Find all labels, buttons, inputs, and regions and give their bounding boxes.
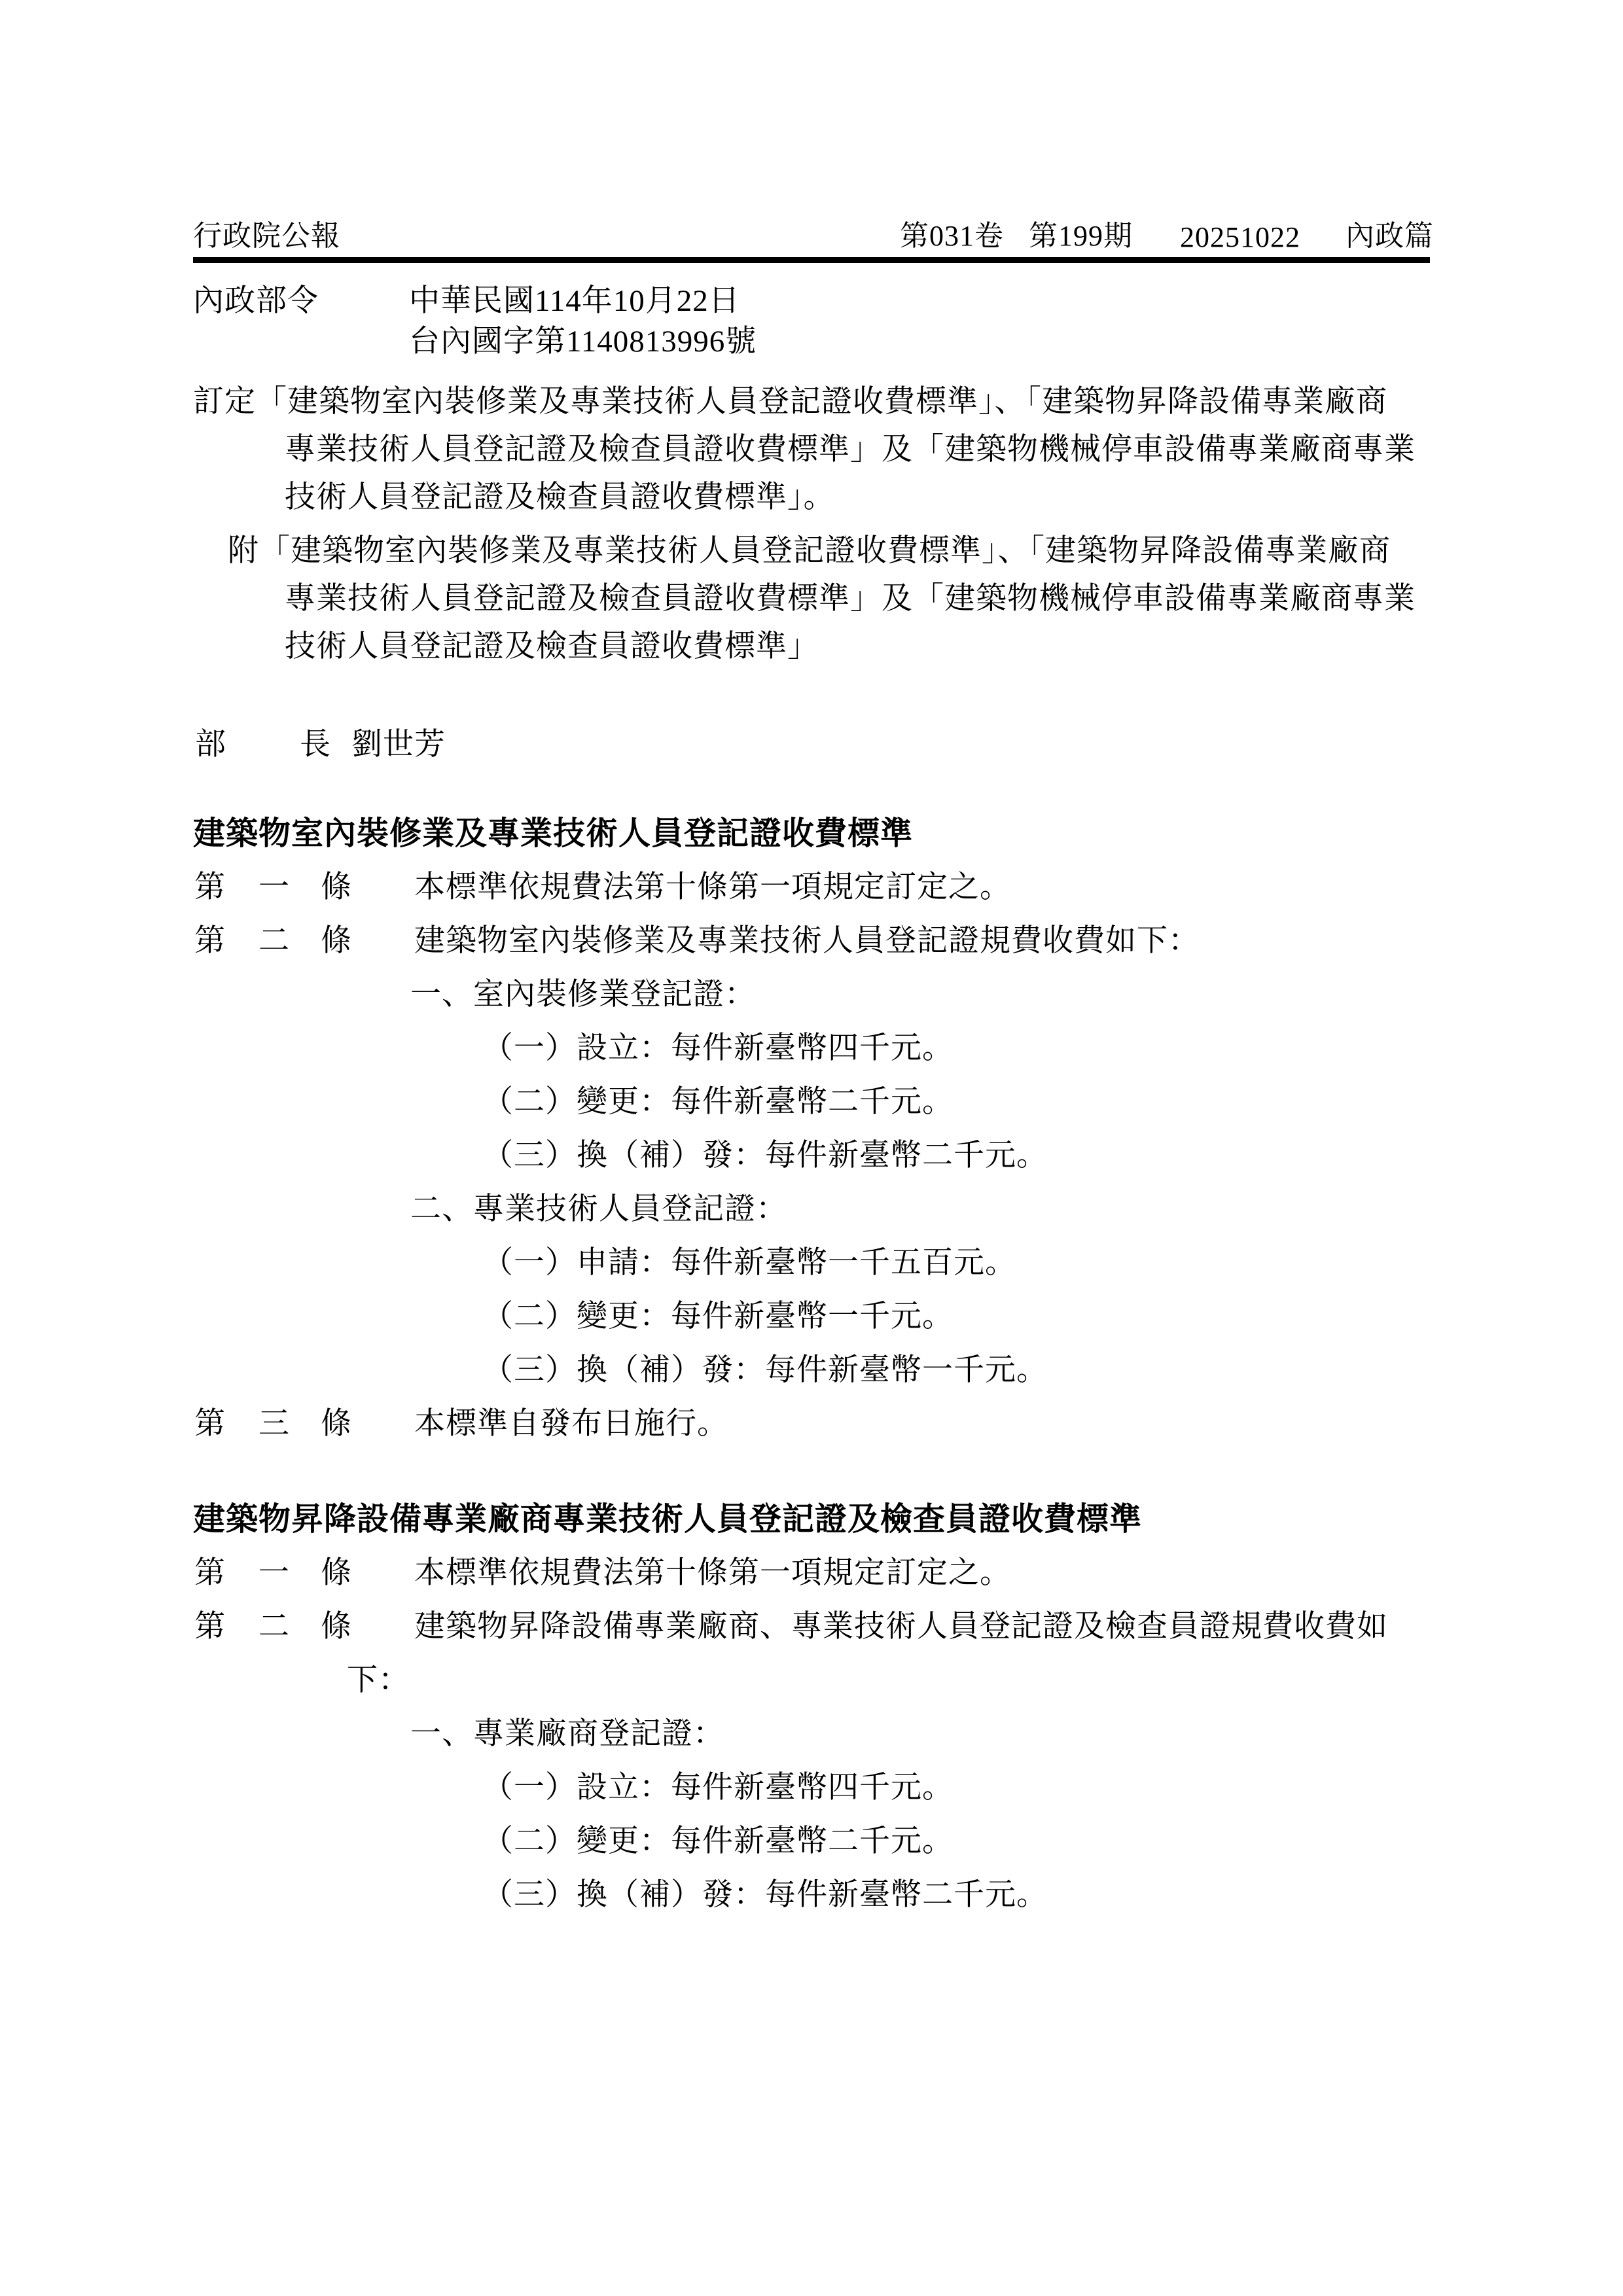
article-number: 二 [259, 924, 290, 958]
attach-line: 附「建築物室內裝修業及專業技術人員登記證收費標準」、「建築物昇降設備專業廠商 [228, 534, 1391, 568]
minister-title-char1: 部 [195, 728, 226, 762]
gazette-title: 行政院公報 [193, 220, 340, 252]
decree-ref-line: 台內國字第1140813996號 [409, 325, 757, 359]
enact-paragraph [193, 378, 1430, 521]
standard1-article1 [193, 860, 1430, 914]
article-tiao: 條 [321, 870, 352, 904]
standard1-title: 建築物室內裝修業及專業技術人員登記證收費標準 [193, 815, 914, 851]
article-tiao: 條 [321, 924, 352, 958]
article-di: 第 [194, 1610, 226, 1644]
article-di: 第 [194, 870, 226, 904]
article-tiao: 條 [321, 1407, 352, 1441]
minister-title-char2: 長 [300, 728, 331, 762]
article-continuation: 下： [347, 1663, 410, 1697]
enact-line: 訂定「建築物室內裝修業及專業技術人員登記證收費標準」、「建築物昇降設備專業廠商 [193, 385, 1387, 419]
header-rule [193, 257, 1430, 263]
article-text: 建築物昇降設備專業廠商、專業技術人員登記證及檢查員證規費收費如 [414, 1610, 1388, 1644]
decree-dates [409, 281, 757, 362]
enact-line: 專業技術人員登記證及檢查員證收費標準」及「建築物機械停車設備專業廠商專業 [285, 433, 1416, 467]
decree-date-line: 中華民國114年10月22日 [409, 284, 740, 318]
list-item: 一、專業廠商登記證： [410, 1717, 724, 1751]
attach-line: 技術人員登記證及檢查員證收費標準」 [285, 629, 819, 663]
article-number: 一 [259, 870, 290, 904]
minister-row [193, 718, 1430, 771]
article-text: 本標準自發布日施行。 [414, 1407, 728, 1441]
section-label: 內政篇 [1346, 220, 1434, 252]
standard2-article1 [193, 1546, 1430, 1600]
page-content [193, 0, 1434, 1922]
standard2-article2 [193, 1600, 1430, 1653]
enact-line: 技術人員登記證及檢查員證收費標準」。 [285, 480, 835, 514]
list-item: 一、室內裝修業登記證： [410, 978, 756, 1012]
gazette-header [193, 216, 1434, 254]
volume-label: 第031卷 [900, 220, 1004, 252]
article-text: 建築物室內裝修業及專業技術人員登記證規費收費如下： [414, 924, 1200, 958]
standard1-article2 [193, 914, 1430, 968]
issue-label: 第199期 [1029, 220, 1133, 252]
article-number: 三 [259, 1407, 290, 1441]
decree-block [193, 281, 1430, 362]
article-text: 本標準依規費法第十條第一項規定訂定之。 [414, 1556, 1011, 1590]
list-subitem: （二）變更：每件新臺幣一千元。 [482, 1299, 954, 1333]
article-tiao: 條 [321, 1610, 352, 1644]
attach-line: 專業技術人員登記證及檢查員證收費標準」及「建築物機械停車設備專業廠商專業 [285, 582, 1416, 616]
decree-agency: 內政部令 [193, 284, 319, 318]
list-subitem: （二）變更：每件新臺幣二千元。 [482, 1824, 954, 1858]
standard2-title: 建築物昇降設備專業廠商專業技術人員登記證及檢查員證收費標準 [193, 1501, 1143, 1537]
article-number: 一 [259, 1556, 290, 1590]
list-subitem: （二）變更：每件新臺幣二千元。 [482, 1085, 954, 1119]
list-subitem: （三）換（補）發：每件新臺幣二千元。 [482, 1139, 1048, 1173]
list-subitem: （一）申請：每件新臺幣一千五百元。 [482, 1246, 1016, 1280]
article-di: 第 [194, 924, 226, 958]
article-text: 本標準依規費法第十條第一項規定訂定之。 [414, 870, 1011, 904]
list-subitem: （三）換（補）發：每件新臺幣一千元。 [482, 1353, 1048, 1387]
article-di: 第 [194, 1407, 226, 1441]
minister-name: 劉世芳 [351, 728, 446, 762]
attach-paragraph [193, 527, 1430, 671]
list-subitem: （三）換（補）發：每件新臺幣二千元。 [482, 1878, 1048, 1912]
list-item: 二、專業技術人員登記證： [410, 1192, 787, 1226]
article-number: 二 [259, 1610, 290, 1644]
article-tiao: 條 [321, 1556, 352, 1590]
list-subitem: （一）設立：每件新臺幣四千元。 [482, 1771, 954, 1805]
date-label: 20251022 [1180, 221, 1300, 253]
list-subitem: （一）設立：每件新臺幣四千元。 [482, 1031, 954, 1065]
article-di: 第 [194, 1556, 226, 1590]
standard1-article3 [193, 1397, 1430, 1451]
